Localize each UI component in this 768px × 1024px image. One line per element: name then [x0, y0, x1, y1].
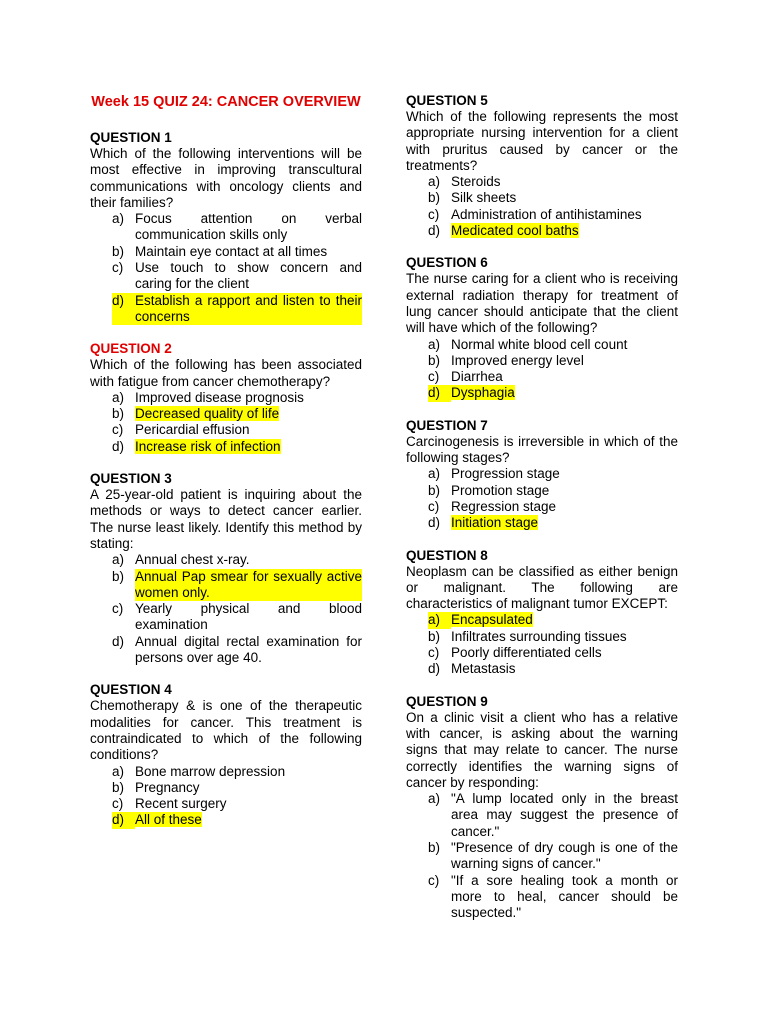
option-d-answer — [428, 223, 678, 239]
option-text: Bone marrow depression — [135, 763, 286, 779]
option-text: "If a sore healing took a month or more to heal, cancer should be suspected." — [451, 872, 678, 921]
option-letter: b) — [112, 406, 125, 422]
question-heading: QUESTION 1 — [90, 130, 172, 145]
option-letter: a) — [428, 336, 441, 352]
option-list — [406, 612, 678, 677]
option-letter: c) — [112, 601, 124, 617]
option-text: Maintain eye contact at all times — [135, 243, 328, 259]
option-a — [428, 337, 678, 353]
question-1 — [90, 130, 362, 325]
question-heading: QUESTION 7 — [406, 417, 488, 433]
option-text: Improved energy level — [451, 352, 584, 368]
option-letter: c) — [428, 498, 440, 514]
option-list — [406, 791, 678, 921]
question-heading: QUESTION 9 — [406, 693, 488, 709]
option-text: Administration of antihistamines — [451, 206, 642, 222]
option-letter: a) — [112, 211, 125, 227]
option-text: Promotion stage — [451, 482, 550, 498]
option-c — [428, 499, 678, 515]
option-letter: d) — [428, 223, 441, 239]
option-letter: d) — [112, 292, 125, 308]
option-a — [112, 764, 362, 780]
option-c — [428, 645, 678, 661]
question-text: Which of the following has been associated with fatigue from cancer chemotherapy? — [90, 357, 362, 389]
option-b — [428, 483, 678, 499]
document-title: Week 15 QUIZ 24: CANCER OVERVIEW — [91, 94, 361, 110]
question-9 — [406, 694, 678, 922]
option-text: Metastasis — [451, 661, 516, 677]
option-list — [406, 174, 678, 239]
question-text: Which of the following interventions will be most effective in improving transcultural communications with oncology clients and their families? — [90, 146, 362, 210]
option-letter: b) — [428, 352, 441, 368]
option-a — [112, 552, 362, 568]
option-letter: b) — [428, 482, 441, 498]
option-a-answer — [428, 612, 678, 628]
option-text: Use touch to show concern and caring for the client — [135, 260, 362, 292]
question-text: Carcinogenesis is irreversible in which of the following stages? — [406, 433, 678, 466]
question-6 — [406, 255, 678, 401]
option-text: Focus attention on verbal communication skills only — [135, 211, 362, 243]
option-list — [90, 390, 362, 455]
option-text: Pregnancy — [135, 779, 200, 795]
option-text: Annual chest x-ray. — [135, 552, 250, 568]
question-heading: QUESTION 8 — [406, 547, 488, 563]
option-text: Infiltrates surrounding tissues — [451, 628, 627, 644]
option-letter: a) — [112, 552, 125, 568]
option-text: Progression stage — [451, 466, 560, 482]
option-text: "Presence of dry cough is one of the warning signs of cancer." — [451, 839, 678, 872]
option-text: Silk sheets — [451, 190, 517, 206]
question-text: A 25-year-old patient is inquiring about the methods or ways to detect cancer earlier. The nurse least likely. Identify this method by stating: — [90, 487, 362, 551]
option-c — [428, 369, 678, 385]
option-letter: a) — [112, 389, 125, 405]
option-b — [428, 840, 678, 873]
option-text: Poorly differentiated cells — [451, 645, 602, 661]
option-letter: a) — [428, 466, 441, 482]
option-text: Medicated cool baths — [451, 223, 579, 239]
option-letter: b) — [428, 628, 441, 644]
option-a — [428, 466, 678, 482]
option-letter: a) — [428, 174, 441, 190]
option-letter: d) — [112, 812, 135, 828]
option-list — [90, 764, 362, 829]
option-text: Recent surgery — [135, 796, 227, 812]
option-a — [112, 390, 362, 406]
option-text: Pericardial effusion — [135, 422, 250, 438]
option-text: Annual Pap smear for sexually active women only. — [135, 568, 362, 600]
option-c — [112, 422, 362, 438]
option-text: All of these — [135, 812, 202, 828]
option-letter: d) — [112, 438, 125, 454]
left-column — [90, 93, 362, 845]
option-letter: c) — [428, 369, 440, 385]
option-letter: c) — [428, 206, 440, 222]
question-4 — [90, 682, 362, 828]
option-d-answer — [428, 515, 678, 531]
option-letter: d) — [428, 385, 451, 401]
option-letter: a) — [428, 791, 441, 807]
question-text: Neoplasm can be classified as either benign or malignant. The following are characteristics of malignant tumor EXCEPT: — [406, 563, 678, 612]
option-b — [428, 629, 678, 645]
option-letter: c) — [112, 796, 124, 812]
option-letter: b) — [112, 568, 125, 584]
question-heading: QUESTION 5 — [406, 93, 488, 108]
option-b — [428, 353, 678, 369]
option-b — [112, 780, 362, 796]
option-a — [428, 174, 678, 190]
question-heading: QUESTION 6 — [406, 255, 488, 271]
question-5 — [406, 93, 678, 239]
option-c — [112, 796, 362, 812]
question-text: Chemotherapy & is one of the therapeutic modalities for cancer. This treatment is contraindicated to which of the following conditions? — [90, 698, 362, 763]
option-c — [428, 873, 678, 922]
option-c — [112, 260, 362, 293]
option-letter: d) — [428, 515, 441, 531]
option-letter: b) — [112, 243, 125, 259]
option-text: Decreased quality of life — [135, 406, 280, 422]
question-7 — [406, 418, 678, 532]
option-letter: b) — [428, 839, 441, 855]
question-text: Which of the following represents the most appropriate nursing intervention for a client with pruritus caused by cancer or the treatments? — [406, 109, 678, 173]
option-letter: c) — [112, 422, 124, 438]
option-d-answer — [112, 293, 362, 326]
question-8 — [406, 548, 678, 678]
question-text: On a clinic visit a client who has a relative with cancer, is asking about the warning signs that may relate to cancer. The nurse correctly identifies the warning signs of cancer by responding: — [406, 709, 678, 790]
option-text: Annual digital rectal examination for persons over age 40. — [135, 633, 362, 666]
question-2 — [90, 341, 362, 455]
option-letter: b) — [112, 779, 125, 795]
option-list — [90, 552, 362, 666]
option-b — [112, 244, 362, 260]
option-text: Dysphagia — [451, 385, 515, 401]
option-letter: d) — [112, 633, 125, 649]
option-letter: d) — [428, 661, 441, 677]
option-list — [406, 466, 678, 531]
option-d — [428, 661, 678, 677]
question-3 — [90, 471, 362, 666]
option-letter: a) — [428, 612, 451, 628]
option-list — [406, 337, 678, 402]
option-list — [90, 211, 362, 325]
option-text: Steroids — [451, 174, 501, 190]
option-text: Improved disease prognosis — [135, 389, 304, 405]
question-heading: QUESTION 3 — [90, 471, 172, 487]
option-d-answer — [112, 439, 362, 455]
option-letter: a) — [112, 763, 125, 779]
option-b-answer — [112, 569, 362, 602]
option-text: "A lump located only in the breast area may suggest the presence of cancer." — [451, 791, 678, 839]
option-letter: b) — [428, 190, 441, 206]
option-b — [428, 190, 678, 206]
option-text: Encapsulated — [451, 612, 533, 628]
option-text: Regression stage — [451, 498, 557, 514]
option-d — [112, 634, 362, 667]
option-d-answer — [112, 812, 362, 828]
option-letter: c) — [112, 260, 124, 276]
option-d-answer — [428, 385, 678, 401]
option-text: Normal white blood cell count — [451, 336, 628, 352]
question-heading: QUESTION 4 — [90, 682, 172, 698]
option-a — [112, 211, 362, 244]
option-c — [112, 601, 362, 634]
option-letter: c) — [428, 872, 440, 888]
option-c — [428, 207, 678, 223]
question-heading: QUESTION 2 — [90, 341, 172, 357]
option-a — [428, 791, 678, 840]
right-column — [406, 93, 678, 937]
question-text: The nurse caring for a client who is receiving external radiation therapy for treatment of lung cancer should anticipate that the client will have which of the following? — [406, 271, 678, 336]
option-text: Increase risk of infection — [135, 438, 281, 454]
option-letter: c) — [428, 645, 440, 661]
option-text: Establish a rapport and listen to their concerns — [135, 292, 362, 324]
option-text: Initiation stage — [451, 515, 539, 531]
option-b-answer — [112, 406, 362, 422]
option-text: Yearly physical and blood examination — [135, 601, 362, 633]
option-text: Diarrhea — [451, 369, 503, 385]
